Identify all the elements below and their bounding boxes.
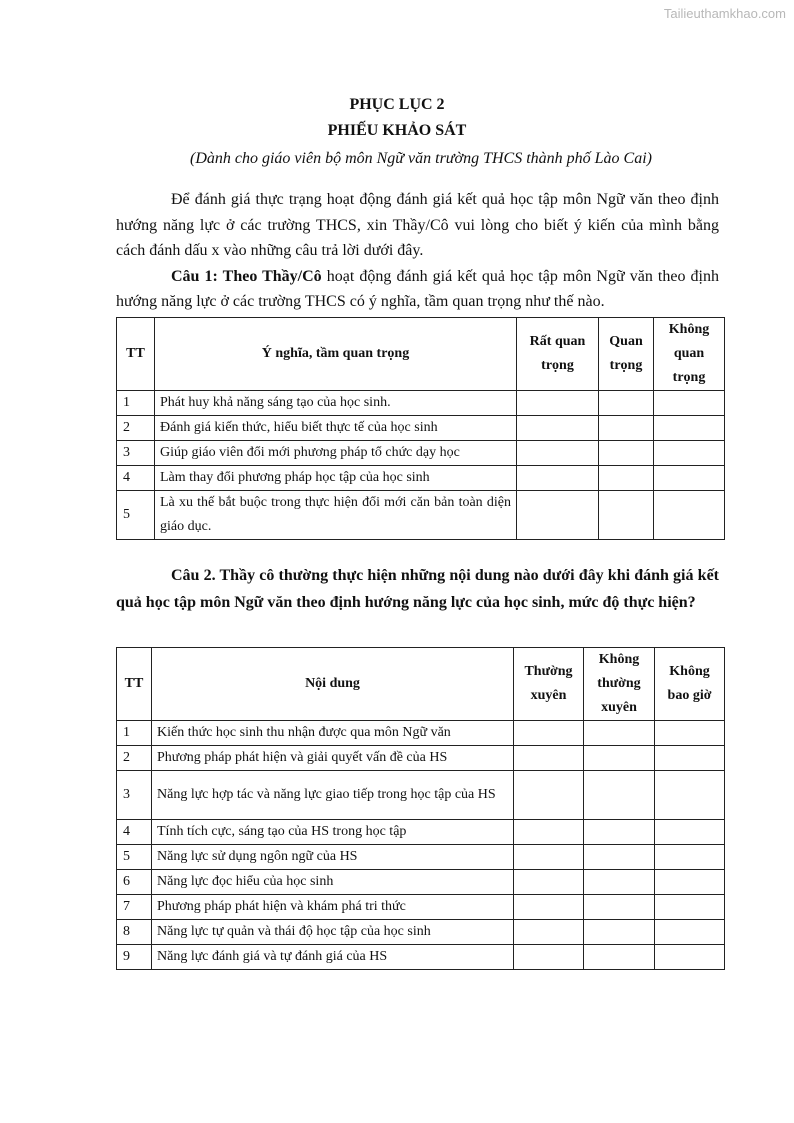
answer-cell[interactable]	[584, 771, 655, 820]
q2-header-not-often: Không thường xuyên	[584, 648, 655, 721]
answer-cell[interactable]	[655, 820, 725, 845]
answer-cell[interactable]	[599, 466, 654, 491]
table-row	[117, 771, 725, 820]
row-number: 5	[117, 845, 152, 870]
row-number: 9	[117, 945, 152, 970]
table-row	[117, 746, 725, 771]
answer-cell[interactable]	[654, 491, 725, 540]
q2-header-never: Không bao giờ	[655, 648, 725, 721]
table-row	[117, 845, 725, 870]
row-text: Phương pháp phát hiện và khám phá tri thức	[152, 895, 514, 920]
row-text: Làm thay đổi phương pháp học tập của học sinh	[155, 466, 517, 491]
answer-cell[interactable]	[514, 845, 584, 870]
q1-paragraph	[116, 264, 719, 315]
q2-table	[116, 647, 725, 970]
answer-cell[interactable]	[655, 721, 725, 746]
row-text: Giúp giáo viên đổi mới phương pháp tổ chức dạy học	[155, 441, 517, 466]
answer-cell[interactable]	[517, 416, 599, 441]
page-subtitle: (Dành cho giáo viên bộ môn Ngữ văn trường THCS thành phố Lào Cai)	[190, 150, 652, 167]
table-row	[117, 895, 725, 920]
q1-header-important: Quan trọng	[599, 318, 654, 391]
row-number: 1	[117, 391, 155, 416]
q1-header-not-important: Không quan trọng	[654, 318, 725, 391]
answer-cell[interactable]	[584, 895, 655, 920]
answer-cell[interactable]	[514, 746, 584, 771]
answer-cell[interactable]	[514, 721, 584, 746]
table-row	[117, 820, 725, 845]
q1-header-tt: TT	[117, 318, 155, 391]
row-number: 1	[117, 721, 152, 746]
appendix-label: PHỤC LỤC 2	[349, 96, 445, 113]
answer-cell[interactable]	[655, 746, 725, 771]
table-row	[117, 441, 725, 466]
row-number: 3	[117, 441, 155, 466]
q2-paragraph	[116, 563, 719, 616]
answer-cell[interactable]	[517, 441, 599, 466]
row-text: Đánh giá kiến thức, hiểu biết thực tế của học sinh	[155, 416, 517, 441]
answer-cell[interactable]	[654, 441, 725, 466]
answer-cell[interactable]	[584, 920, 655, 945]
row-number: 2	[117, 746, 152, 771]
q2-header-often: Thường xuyên	[514, 648, 584, 721]
row-number: 2	[117, 416, 155, 441]
table-row	[117, 416, 725, 441]
q1-text: hoạt động đánh giá kết quả học tập môn Ngữ văn theo định hướng năng lực ở các trường THCS có ý nghĩa, tầm quan trọng như thế nào.	[116, 267, 719, 311]
row-number: 6	[117, 870, 152, 895]
q1-header-very-important: Rất quan trọng	[517, 318, 599, 391]
q2-header-content: Nội dung	[152, 648, 514, 721]
row-number: 4	[117, 466, 155, 491]
table-row	[117, 721, 725, 746]
answer-cell[interactable]	[655, 895, 725, 920]
answer-cell[interactable]	[584, 945, 655, 970]
answer-cell[interactable]	[655, 920, 725, 945]
q2-header-row	[117, 648, 725, 721]
table-row	[117, 945, 725, 970]
answer-cell[interactable]	[514, 920, 584, 945]
row-number: 3	[117, 771, 152, 820]
answer-cell[interactable]	[517, 466, 599, 491]
row-text: Năng lực hợp tác và năng lực giao tiếp trong học tập của HS	[152, 771, 514, 820]
answer-cell[interactable]	[514, 945, 584, 970]
answer-cell[interactable]	[517, 391, 599, 416]
answer-cell[interactable]	[654, 416, 725, 441]
row-number: 8	[117, 920, 152, 945]
page-title: PHIẾU KHẢO SÁT	[327, 122, 467, 139]
answer-cell[interactable]	[514, 895, 584, 920]
row-text: Năng lực tự quản và thái độ học tập của học sinh	[152, 920, 514, 945]
table-row	[117, 920, 725, 945]
intro-text: Để đánh giá thực trạng hoạt động đánh giá kết quả học tập môn Ngữ văn theo định hướng năng lực ở các trường THCS, xin Thầy/Cô vui lòng cho biết ý kiến của mình bằng cách đánh dấu x vào những câu trả lời dưới đây.	[116, 191, 719, 260]
q1-label: Câu 1: Theo Thầy/Cô	[171, 267, 322, 285]
q2-header-tt: TT	[117, 648, 152, 721]
answer-cell[interactable]	[514, 820, 584, 845]
row-text: Tính tích cực, sáng tạo của HS trong học tập	[152, 820, 514, 845]
row-text: Là xu thế bắt buộc trong thực hiện đổi mới căn bản toàn diện giáo dục.	[155, 491, 517, 540]
answer-cell[interactable]	[655, 945, 725, 970]
watermark: Tailieuthamkhao.com	[663, 6, 786, 21]
table-row	[117, 466, 725, 491]
row-text: Năng lực sử dụng ngôn ngữ của HS	[152, 845, 514, 870]
row-number: 4	[117, 820, 152, 845]
answer-cell[interactable]	[655, 771, 725, 820]
q2-question: Câu 2. Thầy cô thường thực hiện những nội dung nào dưới đây khi đánh giá kết quả học tập môn Ngữ văn theo định hướng năng lực của học sinh, mức độ thực hiện?	[116, 567, 719, 611]
row-text: Phương pháp phát hiện và giải quyết vấn đề của HS	[152, 746, 514, 771]
answer-cell[interactable]	[655, 870, 725, 895]
row-text: Năng lực đánh giá và tự đánh giá của HS	[152, 945, 514, 970]
answer-cell[interactable]	[514, 870, 584, 895]
answer-cell[interactable]	[584, 746, 655, 771]
table-row	[117, 391, 725, 416]
answer-cell[interactable]	[584, 820, 655, 845]
answer-cell[interactable]	[584, 721, 655, 746]
answer-cell[interactable]	[514, 771, 584, 820]
answer-cell[interactable]	[654, 466, 725, 491]
intro-paragraph	[116, 187, 719, 315]
row-number: 7	[117, 895, 152, 920]
table-row	[117, 870, 725, 895]
answer-cell[interactable]	[584, 870, 655, 895]
row-text: Kiến thức học sinh thu nhận được qua môn Ngữ văn	[152, 721, 514, 746]
answer-cell[interactable]	[599, 491, 654, 540]
q1-header-content: Ý nghĩa, tầm quan trọng	[155, 318, 517, 391]
answer-cell[interactable]	[599, 391, 654, 416]
row-text: Phát huy khả năng sáng tạo của học sinh.	[155, 391, 517, 416]
q1-header-row	[117, 318, 725, 391]
answer-cell[interactable]	[584, 845, 655, 870]
answer-cell[interactable]	[599, 416, 654, 441]
q1-table	[116, 317, 725, 540]
table-row	[117, 491, 725, 540]
row-number: 5	[117, 491, 155, 540]
row-text: Năng lực đọc hiểu của học sinh	[152, 870, 514, 895]
answer-cell[interactable]	[599, 441, 654, 466]
answer-cell[interactable]	[517, 491, 599, 540]
answer-cell[interactable]	[655, 845, 725, 870]
answer-cell[interactable]	[654, 391, 725, 416]
